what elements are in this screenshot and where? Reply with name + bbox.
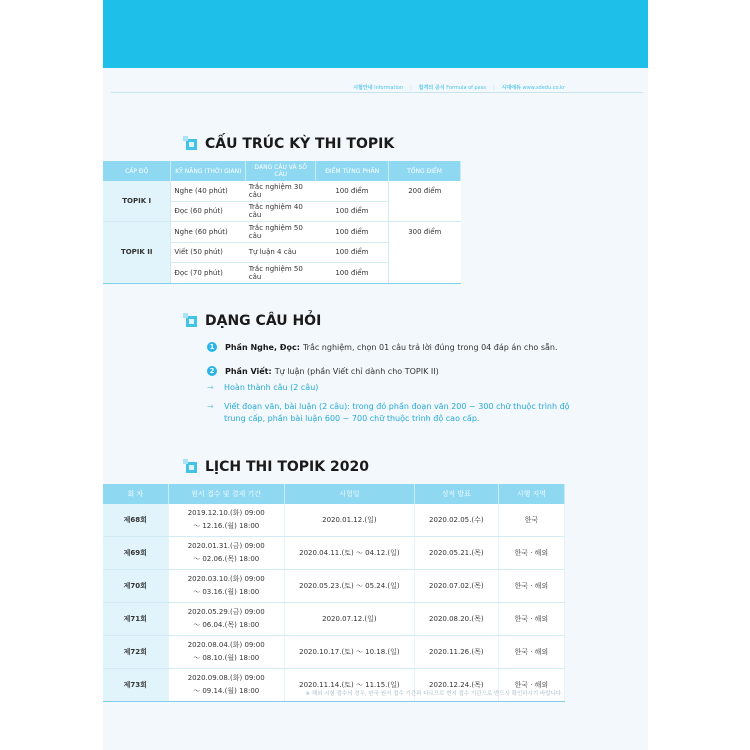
skill-cell: Viết (50 phút) (171, 242, 246, 263)
skill-cell: Nghe (40 phút) (171, 181, 246, 201)
header-link-sdedu[interactable]: 시대에듀 www.sdedu.co.kr (501, 85, 565, 91)
score-cell: 100 điểm (316, 263, 389, 284)
result-date-cell: 2020.08.20.(목) (414, 603, 498, 636)
question-type-item (207, 342, 558, 352)
col-header: 회 차 (103, 484, 168, 504)
col-header: 시행 지역 (498, 484, 564, 504)
table-row (103, 181, 461, 201)
round-cell: 제73회 (103, 669, 168, 702)
score-cell: 100 điểm (316, 222, 389, 243)
sub-item (207, 401, 577, 425)
item-text: Tự luận (phần Viết chỉ dành cho TOPIK II) (274, 366, 439, 376)
region-cell: 한국 · 해외 (498, 570, 564, 603)
application-cell: 2019.12.10.(화) 09:00 ～ 12.16.(월) 18:00 (168, 504, 284, 537)
score-cell: 100 điểm (316, 242, 389, 263)
type-cell: Trắc nghiệm 50 câu (246, 263, 316, 284)
square-bullet-icon (186, 462, 197, 473)
application-cell: 2020.03.10.(화) 09:00 ～ 03.16.(월) 18:00 (168, 570, 284, 603)
application-cell: 2020.01.31.(금) 09:00 ～ 02.06.(목) 18:00 (168, 537, 284, 570)
type-cell: Trắc nghiệm 50 câu (246, 222, 316, 243)
col-header: TỔNG ĐIỂM (389, 161, 461, 181)
item-text: Trắc nghiệm, chọn 01 câu trả lời đúng trong 04 đáp án cho sẵn. (302, 342, 558, 352)
table-row (103, 603, 565, 636)
header-link-formula[interactable]: 합격의 공식 Formula of pass (418, 85, 486, 91)
col-header: DẠNG CÂU VÀ SỐ CÂU (246, 161, 316, 181)
result-date-cell: 2020.05.21.(목) (414, 537, 498, 570)
item-label: Phần Nghe, Đọc: (225, 342, 300, 352)
region-cell: 한국 · 해외 (498, 537, 564, 570)
round-cell: 제68회 (103, 504, 168, 537)
exam-date-cell: 2020.05.23.(토) ～ 05.24.(일) (284, 570, 414, 603)
result-date-cell: 2020.07.02.(목) (414, 570, 498, 603)
exam-date-cell: 2020.04.11.(토) ～ 04.12.(일) (284, 537, 414, 570)
exam-date-cell: 2020.10.17.(토) ～ 10.18.(일) (284, 636, 414, 669)
col-header: 성적 발표 (414, 484, 498, 504)
result-date-cell: 2020.12.24.(목) (414, 669, 498, 702)
col-header: CẤP ĐỘ (103, 161, 171, 181)
region-cell: 한국 · 해외 (498, 669, 564, 702)
score-cell: 100 điểm (316, 181, 389, 201)
item-label: Phần Viết: (225, 366, 272, 376)
number-badge-icon: 2 (207, 366, 217, 376)
result-date-cell: 2020.02.05.(수) (414, 504, 498, 537)
col-header: 원서 접수 및 결제 기간 (168, 484, 284, 504)
exam-structure-table (103, 161, 461, 284)
arrow-icon: → (207, 383, 214, 392)
col-header: 시험일 (284, 484, 414, 504)
sub-item-text: Viết đoạn văn, bài luận (2 câu): trong đó phần đoạn văn 200 ~ 300 chữ thuộc trình độ trung cấp, phần bài luận 600 ~ 700 chữ thuộc trình độ cao cấp. (224, 402, 570, 423)
exam-date-cell: 2020.01.12.(일) (284, 504, 414, 537)
round-cell: 제72회 (103, 636, 168, 669)
type-cell: Trắc nghiệm 40 câu (246, 201, 316, 222)
col-header: KỸ NĂNG (THỜI GIAN) (171, 161, 246, 181)
square-bullet-icon (186, 316, 197, 327)
section-title-structure: CẤU TRÚC KỲ THI TOPIK (186, 136, 394, 152)
type-cell: Trắc nghiệm 30 câu (246, 181, 316, 201)
table-row (103, 570, 565, 603)
sub-item-text: Hoàn thành câu (2 câu) (224, 383, 319, 392)
section-title-question-types: DẠNG CÂU HỎI (186, 313, 321, 329)
footnote: ※ 해외 시험 접수의 경우, 한국 원서 접수 기간과 다르므로 현지 접수 기관으로 반드시 확인하시기 바랍니다. (305, 691, 563, 697)
header-band (103, 0, 648, 68)
section-title-schedule: LỊCH THI TOPIK 2020 (186, 459, 369, 475)
arrow-icon: → (207, 402, 214, 411)
schedule-table (103, 484, 565, 702)
exam-date-cell: 2020.11.14.(토) ～ 11.15.(일) (284, 669, 414, 702)
skill-cell: Đọc (70 phút) (171, 263, 246, 284)
application-cell: 2020.05.29.(금) 09:00 ～ 06.04.(목) 18:00 (168, 603, 284, 636)
question-type-item (207, 366, 439, 376)
header-divider (111, 92, 643, 93)
number-badge-icon: 1 (207, 342, 217, 352)
header-link-information[interactable]: 시험안내 Information (353, 85, 404, 91)
level-cell: TOPIK I (103, 181, 171, 222)
level-cell: TOPIK II (103, 222, 171, 284)
col-header: ĐIỂM TỪNG PHẦN (316, 161, 389, 181)
total-cell: 200 điểm (389, 181, 461, 222)
table-header-row (103, 161, 461, 181)
table-row (103, 222, 461, 243)
skill-cell: Đọc (60 phút) (171, 201, 246, 222)
score-cell: 100 điểm (316, 201, 389, 222)
application-cell: 2020.08.04.(화) 09:00 ～ 08.10.(월) 18:00 (168, 636, 284, 669)
total-cell: 300 điểm (389, 222, 461, 284)
application-cell: 2020.09.08.(화) 09:00 ～ 09.14.(월) 18:00 (168, 669, 284, 702)
table-header-row (103, 484, 565, 504)
type-cell: Tự luận 4 câu (246, 242, 316, 263)
result-date-cell: 2020.11.26.(목) (414, 636, 498, 669)
table-row (103, 537, 565, 570)
square-bullet-icon (186, 139, 197, 150)
sub-item (207, 382, 577, 394)
round-cell: 제70회 (103, 570, 168, 603)
table-row (103, 504, 565, 537)
header-links: 시험안내 Information | 합격의 공식 Formula of pass | 시대에듀 www.sdedu.co.kr (353, 85, 565, 91)
skill-cell: Nghe (60 phút) (171, 222, 246, 243)
round-cell: 제71회 (103, 603, 168, 636)
exam-date-cell: 2020.07.12.(일) (284, 603, 414, 636)
round-cell: 제69회 (103, 537, 168, 570)
region-cell: 한국 · 해외 (498, 636, 564, 669)
region-cell: 한국 (498, 504, 564, 537)
table-row (103, 636, 565, 669)
region-cell: 한국 · 해외 (498, 603, 564, 636)
